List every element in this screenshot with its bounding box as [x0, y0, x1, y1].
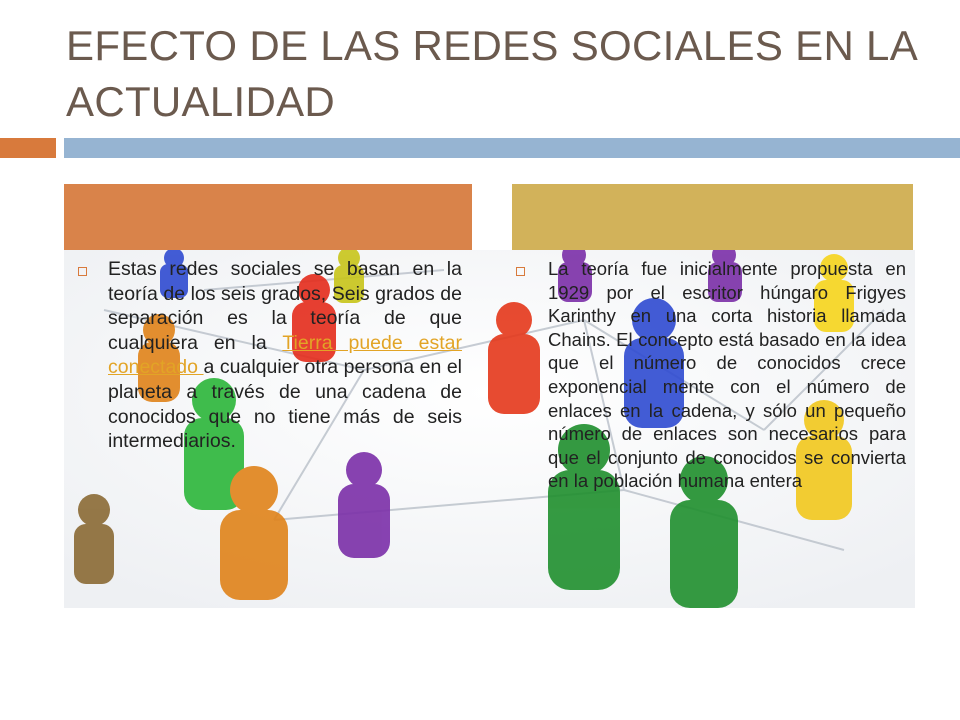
left-paragraph-start: Estas redes sociales se basan en la teoría de los seis grados, Seis grados de separación es la teoría de que cualquiera en la: [108, 258, 462, 354]
column-header-right: [512, 184, 913, 250]
slide-title: EFECTO DE LAS REDES SOCIALES EN LA ACTUALIDAD: [66, 22, 916, 125]
right-paragraph: La teoría fue inicialmente propuesta en 1929 por el escritor húngaro Frigyes Karinthy en una corta historia llamada Chains. El concepto está basado en la idea que el número de conocidos crece exponencial mente con el número de enlaces en la cadena, y sólo un pequeño número de enlaces son necesarios para que el conjunto de conocidos se convierta en la población humana entera: [548, 258, 906, 492]
left-paragraph-end: a cualquier otra persona en el planeta a través de una cadena de conocidos que no tiene más de seis intermediarios.: [108, 356, 463, 453]
accent-bar-right: [64, 138, 960, 158]
tierra-link[interactable]: Tierra puede estar conectado: [108, 331, 463, 379]
left-text-column: [108, 257, 462, 454]
square-bullet-icon: [78, 267, 87, 276]
square-bullet-icon: [516, 267, 525, 276]
column-header-left: [64, 184, 472, 250]
accent-bar-left: [0, 138, 56, 158]
right-text-column: [548, 257, 906, 493]
